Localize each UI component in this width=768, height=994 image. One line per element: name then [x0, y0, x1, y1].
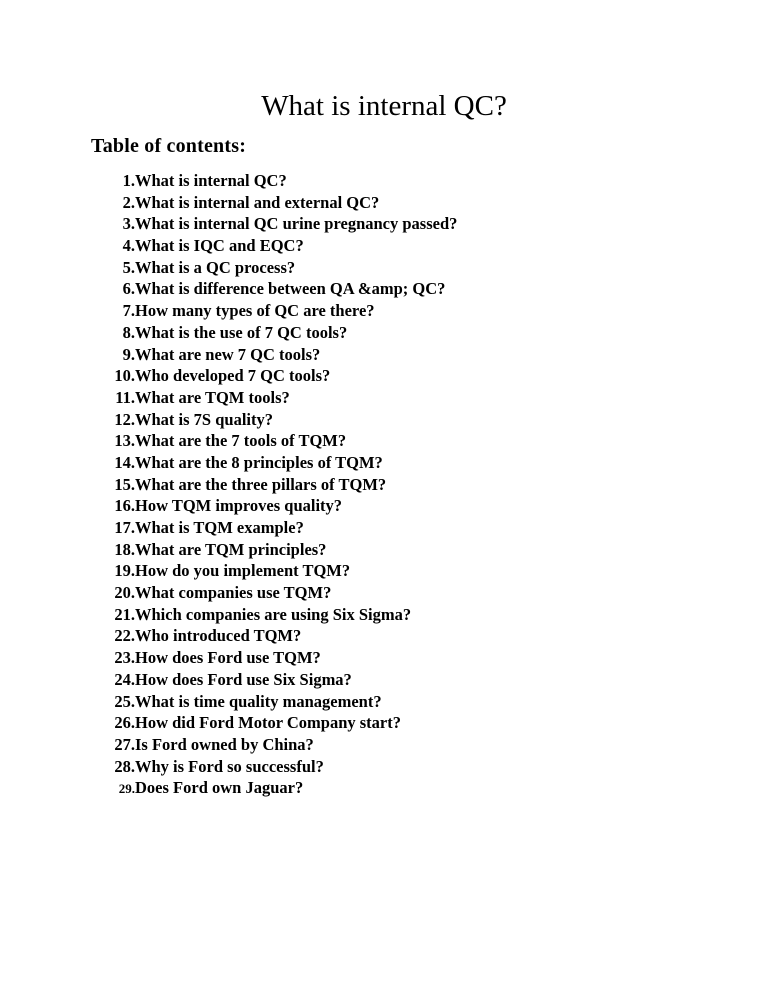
toc-item-link[interactable]: What is internal and external QC? — [135, 192, 380, 212]
toc-item-number: 13. — [114, 431, 135, 451]
toc-item[interactable] — [108, 409, 457, 431]
toc-item[interactable] — [108, 213, 457, 235]
toc-item-link[interactable]: What are new 7 QC tools? — [135, 344, 321, 364]
toc-item-link[interactable]: Who introduced TQM? — [135, 626, 302, 646]
toc-item-number: 5. — [122, 257, 135, 277]
toc-item[interactable] — [108, 756, 457, 778]
toc-item-number: 24. — [114, 669, 135, 689]
toc-item[interactable] — [108, 344, 457, 366]
toc-item[interactable] — [108, 582, 457, 604]
toc-item-link[interactable]: Who developed 7 QC tools? — [135, 366, 331, 386]
toc-item[interactable] — [108, 322, 457, 344]
toc-item-link[interactable]: What is a QC process? — [135, 257, 296, 277]
toc-item-link[interactable]: Which companies are using Six Sigma? — [135, 604, 412, 624]
toc-item[interactable] — [108, 300, 457, 322]
toc-item-link[interactable]: What is IQC and EQC? — [135, 236, 304, 256]
toc-item-number: 15. — [114, 474, 135, 494]
toc-item-number: 22. — [114, 626, 135, 646]
toc-item[interactable] — [108, 235, 457, 257]
toc-item-number: 16. — [114, 496, 135, 516]
toc-item-link[interactable]: Is Ford owned by China? — [135, 734, 314, 754]
toc-item[interactable] — [108, 647, 457, 669]
toc-item-number: 19. — [114, 561, 135, 581]
toc-item[interactable] — [108, 452, 457, 474]
toc-item-number: 29. — [118, 781, 135, 797]
toc-item[interactable] — [108, 669, 457, 691]
toc-item[interactable] — [108, 560, 457, 582]
toc-item[interactable] — [108, 517, 457, 539]
toc-item-link[interactable]: What is 7S quality? — [135, 409, 273, 429]
toc-item-link[interactable]: What are the 8 principles of TQM? — [135, 452, 383, 472]
toc-item-number: 17. — [114, 518, 135, 537]
toc-item-link[interactable]: How did Ford Motor Company start? — [135, 713, 401, 733]
toc-item-number: 2. — [122, 192, 135, 212]
toc-item-link[interactable]: What is TQM example? — [135, 518, 304, 537]
toc-item[interactable] — [108, 170, 457, 192]
toc-item-link[interactable]: What companies use TQM? — [135, 583, 332, 603]
toc-item-number: 1. — [122, 171, 135, 190]
toc-item-link[interactable]: What is internal QC? — [135, 171, 287, 190]
toc-item-number: 18. — [114, 539, 135, 559]
toc-item[interactable] — [108, 387, 457, 409]
table-of-contents — [108, 170, 457, 799]
toc-item-number: 3. — [122, 214, 135, 234]
toc-item-link[interactable]: What is the use of 7 QC tools? — [135, 322, 348, 342]
toc-item[interactable] — [108, 430, 457, 452]
toc-item-link[interactable]: How TQM improves quality? — [135, 496, 343, 516]
toc-item-link[interactable]: Why is Ford so successful? — [135, 756, 324, 776]
page-title: What is internal QC? — [261, 90, 507, 122]
toc-item-number: 9. — [122, 344, 135, 364]
toc-item-link[interactable]: How does Ford use Six Sigma? — [135, 669, 352, 689]
toc-item-number: 11. — [115, 387, 135, 407]
toc-item-link[interactable]: What is internal QC urine pregnancy passed? — [135, 214, 458, 234]
toc-heading: Table of contents: — [91, 135, 247, 157]
toc-item-number: 25. — [114, 691, 135, 711]
toc-item-number: 7. — [122, 301, 135, 321]
toc-item-number: 26. — [114, 713, 135, 733]
toc-item-link[interactable]: How does Ford use TQM? — [135, 648, 321, 668]
toc-item[interactable] — [108, 257, 457, 279]
toc-item-number: 10. — [114, 366, 135, 386]
toc-item[interactable] — [108, 734, 457, 756]
toc-item-link[interactable]: What are the 7 tools of TQM? — [135, 431, 347, 451]
toc-item-link[interactable]: Does Ford own Jaguar? — [135, 778, 304, 798]
toc-item[interactable] — [108, 365, 457, 387]
toc-item-link[interactable]: How many types of QC are there? — [135, 301, 375, 321]
toc-item[interactable] — [108, 604, 457, 626]
toc-item[interactable] — [108, 777, 457, 799]
toc-item-number: 6. — [122, 279, 135, 299]
toc-item-link[interactable]: What is time quality management? — [135, 691, 382, 711]
toc-item-link[interactable]: What are the three pillars of TQM? — [135, 474, 387, 494]
toc-item[interactable] — [108, 539, 457, 561]
toc-item-number: 23. — [114, 648, 135, 668]
toc-item-link[interactable]: What is difference between QA &amp; QC? — [135, 279, 446, 299]
toc-item-number: 8. — [122, 322, 135, 342]
toc-item-number: 4. — [122, 236, 135, 256]
toc-item[interactable] — [108, 474, 457, 496]
toc-item-link[interactable]: What are TQM principles? — [135, 539, 327, 559]
toc-item-number: 20. — [114, 583, 135, 603]
toc-item-number: 12. — [114, 409, 135, 429]
toc-item-number: 21. — [114, 604, 135, 624]
toc-item-link[interactable]: What are TQM tools? — [135, 387, 290, 407]
toc-item-number: 28. — [114, 756, 135, 776]
toc-item[interactable] — [108, 691, 457, 713]
toc-item-number: 27. — [114, 734, 135, 754]
toc-item[interactable] — [108, 192, 457, 214]
toc-item[interactable] — [108, 278, 457, 300]
toc-item[interactable] — [108, 712, 457, 734]
toc-item-number: 14. — [114, 452, 135, 472]
toc-item[interactable] — [108, 495, 457, 517]
toc-item-link[interactable]: How do you implement TQM? — [135, 561, 351, 581]
toc-item[interactable] — [108, 625, 457, 647]
